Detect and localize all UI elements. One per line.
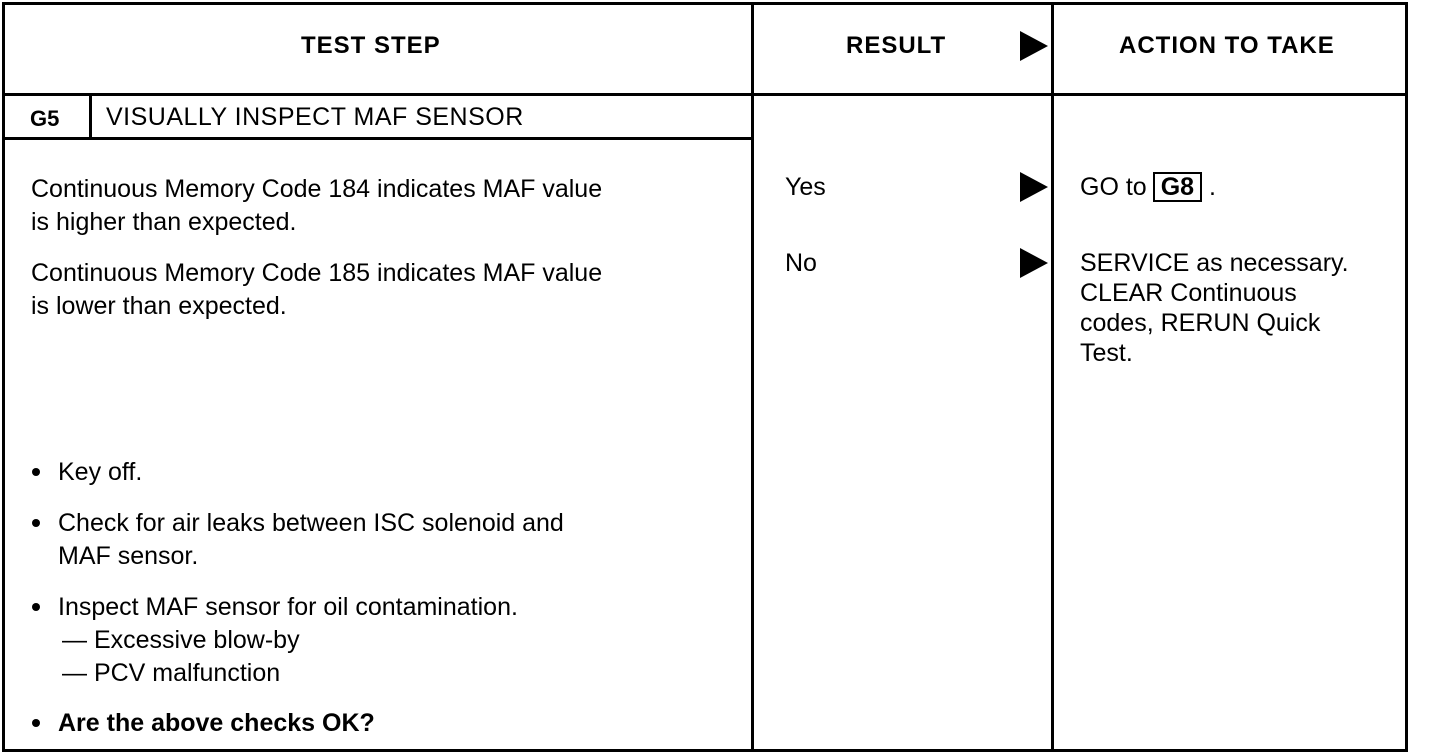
para1-line2: is higher than expected. — [31, 208, 297, 236]
result-no: No — [785, 249, 817, 277]
bullet-icon — [32, 519, 40, 527]
para2-line1: Continuous Memory Code 185 indicates MAF value — [31, 259, 603, 287]
bullet3-sub1: — Excessive blow-by — [62, 626, 300, 654]
action-yes — [1080, 170, 1216, 204]
action-yes-prefix: GO to — [1080, 173, 1147, 201]
header-test-step: TEST STEP — [301, 32, 441, 59]
action-no-line2: CLEAR Continuous — [1080, 279, 1297, 307]
action-no-line1: SERVICE as necessary. — [1080, 249, 1349, 277]
column-divider-result — [751, 2, 754, 752]
step-ref-g8[interactable]: G8 — [1153, 172, 1202, 202]
step-id: G5 — [30, 106, 60, 131]
header-arrow-icon — [1020, 31, 1048, 61]
action-no-line4: Test. — [1080, 339, 1133, 367]
bullet-icon — [32, 468, 40, 476]
action-yes-suffix: . — [1209, 173, 1216, 201]
column-divider-action — [1051, 2, 1054, 752]
bullet2-line2: MAF sensor. — [58, 542, 199, 570]
para2-line2: is lower than expected. — [31, 292, 287, 320]
no-arrow-icon — [1020, 248, 1048, 278]
header-result: RESULT — [846, 32, 947, 59]
action-no-line3: codes, RERUN Quick — [1080, 309, 1321, 337]
bullet1-text: Key off. — [58, 458, 143, 486]
result-yes: Yes — [785, 173, 826, 201]
header-action-to-take: ACTION TO TAKE — [1119, 32, 1335, 59]
step-id-divider — [89, 93, 92, 140]
bullet3-line1: Inspect MAF sensor for oil contamination. — [58, 593, 518, 621]
yes-arrow-icon — [1020, 172, 1048, 202]
step-title: VISUALLY INSPECT MAF SENSOR — [106, 103, 524, 131]
bullet4-question: Are the above checks OK? — [58, 709, 375, 737]
bullet3-sub2: — PCV malfunction — [62, 659, 281, 687]
step-title-bottom-rule — [2, 137, 754, 140]
bullet2-line1: Check for air leaks between ISC solenoid and — [58, 509, 564, 537]
header-bottom-rule — [2, 93, 1408, 96]
bullet-icon — [32, 719, 40, 727]
para1-line1: Continuous Memory Code 184 indicates MAF value — [31, 175, 603, 203]
bullet-icon — [32, 603, 40, 611]
